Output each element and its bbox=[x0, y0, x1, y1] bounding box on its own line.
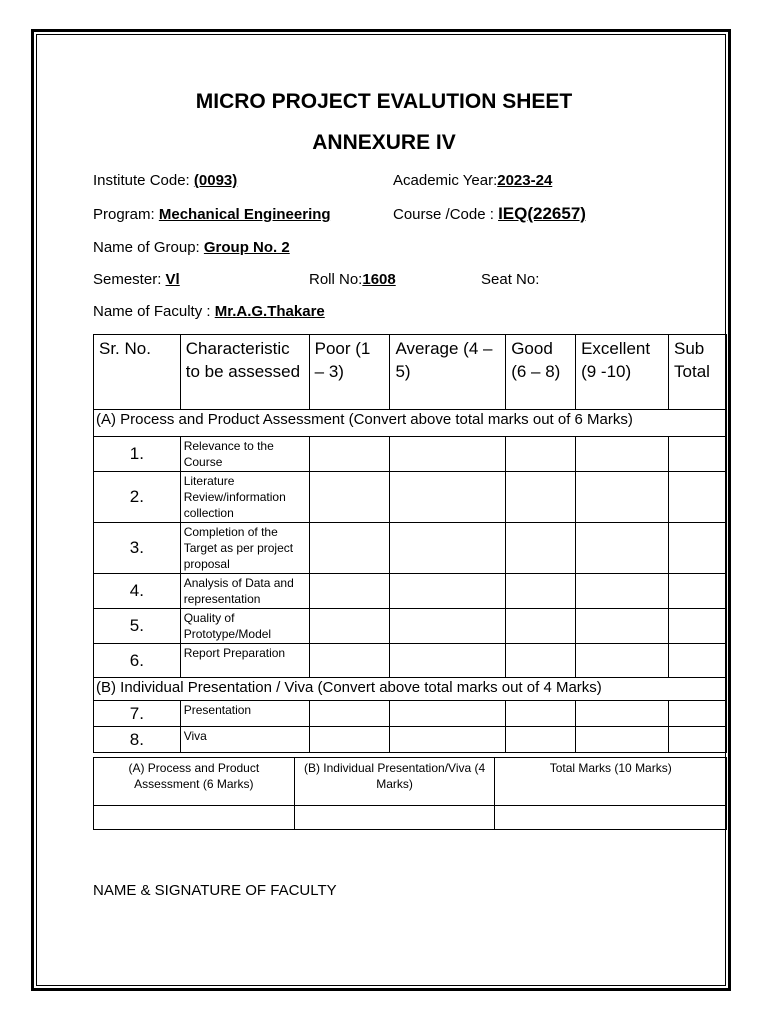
summary-header-row bbox=[94, 758, 727, 806]
mark-cell[interactable] bbox=[506, 727, 576, 753]
row-number: 5. bbox=[94, 609, 181, 644]
mark-cell[interactable] bbox=[506, 523, 576, 574]
table-header-row bbox=[94, 335, 727, 410]
mark-cell[interactable] bbox=[309, 644, 390, 678]
mark-cell[interactable] bbox=[309, 523, 390, 574]
summary-table bbox=[93, 757, 727, 830]
row-characteristic: Viva bbox=[180, 727, 309, 753]
program-row bbox=[93, 206, 331, 223]
row-number: 2. bbox=[94, 472, 181, 523]
summary-value-c[interactable] bbox=[495, 806, 727, 830]
mark-cell[interactable] bbox=[576, 437, 669, 472]
mark-cell[interactable] bbox=[390, 644, 506, 678]
row-characteristic: Relevance to the Course bbox=[180, 437, 309, 472]
row-number: 6. bbox=[94, 644, 181, 678]
mark-cell[interactable] bbox=[309, 472, 390, 523]
mark-cell[interactable] bbox=[506, 644, 576, 678]
mark-cell[interactable] bbox=[576, 644, 669, 678]
mark-cell[interactable] bbox=[669, 574, 727, 609]
summary-col-a: (A) Process and Product Assessment (6 Marks) bbox=[94, 758, 295, 806]
group-value: Group No. 2 bbox=[203, 239, 290, 256]
table-row bbox=[94, 437, 727, 472]
seat-row bbox=[481, 271, 539, 288]
row-characteristic: Analysis of Data and representation bbox=[180, 574, 309, 609]
mark-cell[interactable] bbox=[309, 727, 390, 753]
table-row bbox=[94, 472, 727, 523]
section-b-row bbox=[94, 678, 727, 701]
mark-cell[interactable] bbox=[506, 701, 576, 727]
course-label: Course /Code : bbox=[393, 206, 499, 223]
mark-cell[interactable] bbox=[390, 472, 506, 523]
header-characteristic: Characteristic to be assessed bbox=[180, 335, 309, 410]
program-value: Mechanical Engineering bbox=[158, 206, 331, 223]
mark-cell[interactable] bbox=[309, 609, 390, 644]
mark-cell[interactable] bbox=[669, 701, 727, 727]
mark-cell[interactable] bbox=[576, 609, 669, 644]
mark-cell[interactable] bbox=[669, 437, 727, 472]
row-number: 3. bbox=[94, 523, 181, 574]
mark-cell[interactable] bbox=[309, 437, 390, 472]
header-sr-no: Sr. No. bbox=[94, 335, 181, 410]
group-label: Name of Group: bbox=[93, 239, 204, 256]
table-row bbox=[94, 523, 727, 574]
mark-cell[interactable] bbox=[669, 609, 727, 644]
mark-cell[interactable] bbox=[669, 523, 727, 574]
mark-cell[interactable] bbox=[390, 727, 506, 753]
institute-code-value: (0093) bbox=[193, 172, 238, 189]
header-sub-total: Sub Total bbox=[669, 335, 727, 410]
mark-cell[interactable] bbox=[506, 472, 576, 523]
section-b-label: (B) Individual Presentation / Viva (Convert above total marks out of 4 Marks) bbox=[94, 678, 727, 701]
mark-cell[interactable] bbox=[390, 574, 506, 609]
row-characteristic: Report Preparation bbox=[180, 644, 309, 678]
mark-cell[interactable] bbox=[390, 609, 506, 644]
academic-year-label: Academic Year: bbox=[393, 172, 498, 189]
mark-cell[interactable] bbox=[506, 437, 576, 472]
table-row bbox=[94, 574, 727, 609]
mark-cell[interactable] bbox=[506, 574, 576, 609]
summary-value-a[interactable] bbox=[94, 806, 295, 830]
institute-code-row bbox=[93, 172, 237, 189]
mark-cell[interactable] bbox=[576, 727, 669, 753]
roll-label: Roll No: bbox=[309, 271, 363, 288]
mark-cell[interactable] bbox=[669, 727, 727, 753]
evaluation-table bbox=[93, 334, 727, 753]
summary-col-c: Total Marks (10 Marks) bbox=[495, 758, 727, 806]
mark-cell[interactable] bbox=[669, 472, 727, 523]
sheet-subtitle: ANNEXURE IV bbox=[312, 131, 456, 154]
mark-cell[interactable] bbox=[576, 472, 669, 523]
mark-cell[interactable] bbox=[576, 574, 669, 609]
row-number: 4. bbox=[94, 574, 181, 609]
table-row bbox=[94, 727, 727, 753]
mark-cell[interactable] bbox=[390, 701, 506, 727]
summary-value-row bbox=[94, 806, 727, 830]
roll-value: 1608 bbox=[362, 271, 396, 288]
summary-col-b: (B) Individual Presentation/Viva (4 Marks) bbox=[294, 758, 495, 806]
table-row bbox=[94, 644, 727, 678]
course-value: IEQ(22657) bbox=[498, 204, 586, 223]
row-number: 8. bbox=[94, 727, 181, 753]
mark-cell[interactable] bbox=[506, 609, 576, 644]
mark-cell[interactable] bbox=[309, 701, 390, 727]
semester-value: Vl bbox=[165, 271, 180, 288]
table-row bbox=[94, 609, 727, 644]
table-row bbox=[94, 701, 727, 727]
mark-cell[interactable] bbox=[390, 523, 506, 574]
header-poor: Poor (1 – 3) bbox=[309, 335, 390, 410]
faculty-signature-label: NAME & SIGNATURE OF FACULTY bbox=[93, 882, 337, 899]
sheet-title: MICRO PROJECT EVALUTION SHEET bbox=[195, 90, 573, 113]
seat-label: Seat No: bbox=[481, 271, 540, 288]
faculty-row bbox=[93, 303, 325, 320]
section-a-label: (A) Process and Product Assessment (Convert above total marks out of 6 Marks) bbox=[94, 410, 727, 437]
institute-code-label: Institute Code: bbox=[93, 172, 194, 189]
mark-cell[interactable] bbox=[669, 644, 727, 678]
faculty-value: Mr.A.G.Thakare bbox=[214, 303, 325, 320]
row-characteristic: Presentation bbox=[180, 701, 309, 727]
row-characteristic: Literature Review/information collection bbox=[180, 472, 309, 523]
academic-year-value: 2023-24 bbox=[497, 172, 553, 189]
semester-label: Semester: bbox=[93, 271, 166, 288]
summary-value-b[interactable] bbox=[294, 806, 495, 830]
header-good: Good (6 – 8) bbox=[506, 335, 576, 410]
course-row bbox=[393, 204, 586, 224]
row-characteristic: Completion of the Target as per project proposal bbox=[180, 523, 309, 574]
mark-cell[interactable] bbox=[309, 574, 390, 609]
faculty-label: Name of Faculty : bbox=[93, 303, 215, 320]
academic-year-row bbox=[393, 172, 552, 189]
mark-cell[interactable] bbox=[576, 523, 669, 574]
mark-cell[interactable] bbox=[576, 701, 669, 727]
header-average: Average (4 – 5) bbox=[390, 335, 506, 410]
header-excellent: Excellent (9 -10) bbox=[576, 335, 669, 410]
roll-row bbox=[309, 271, 396, 288]
group-row bbox=[93, 239, 290, 256]
program-label: Program: bbox=[93, 206, 159, 223]
section-a-row bbox=[94, 410, 727, 437]
row-characteristic: Quality of Prototype/Model bbox=[180, 609, 309, 644]
semester-row bbox=[93, 271, 180, 288]
row-number: 1. bbox=[94, 437, 181, 472]
mark-cell[interactable] bbox=[390, 437, 506, 472]
row-number: 7. bbox=[94, 701, 181, 727]
